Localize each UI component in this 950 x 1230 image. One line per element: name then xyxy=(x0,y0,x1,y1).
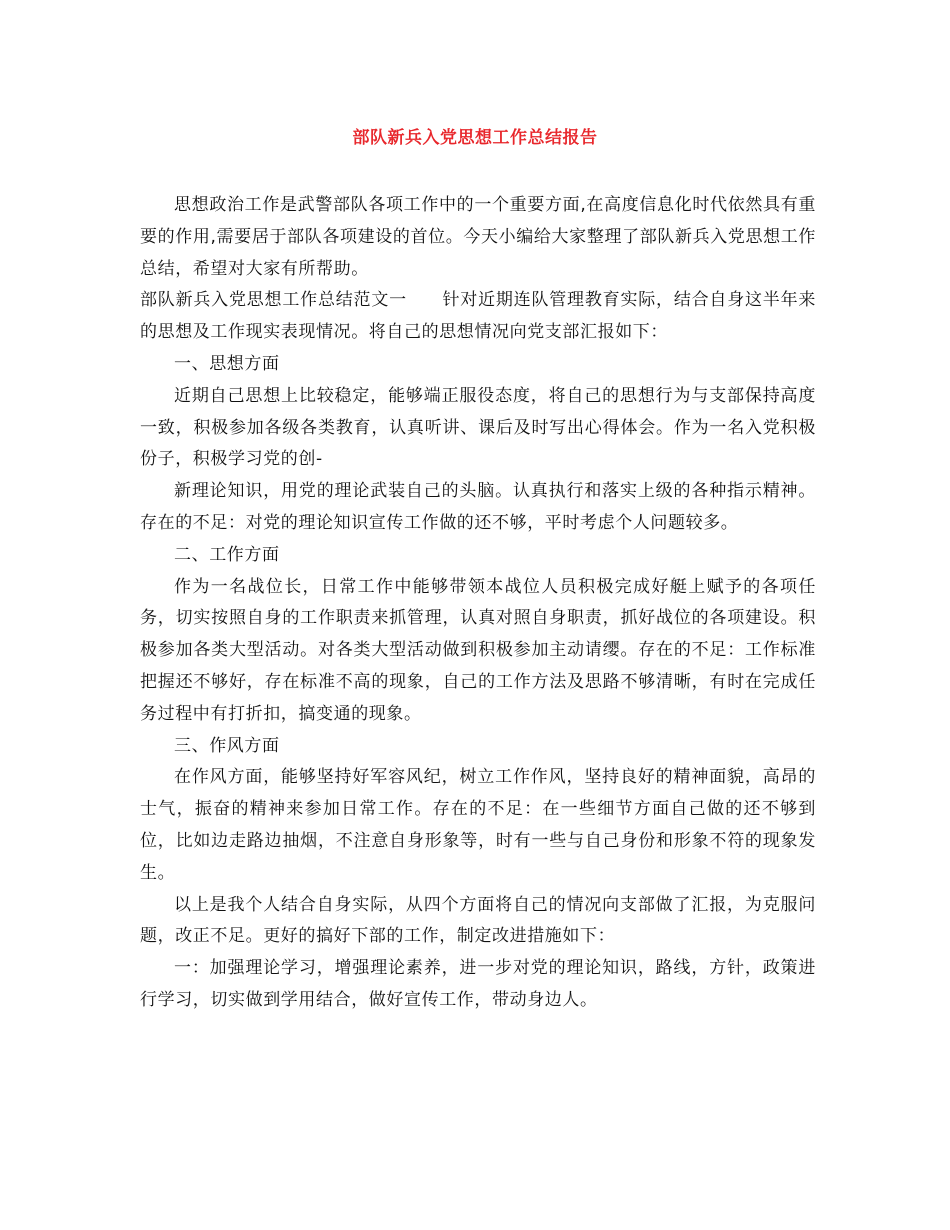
section-heading-thought: 一、思想方面 xyxy=(174,353,280,374)
document-body xyxy=(140,190,816,1017)
sample-intro-paragraph: 部队新兵入党思想工作总结范文一 针对近期连队管理教育实际，结合自身这半年来的思想及工作现实表现情况。将自己的思想情况向党支部汇报如下： xyxy=(140,290,816,343)
thought-paragraph: 近期自己思想上比较稳定，能够端正服役态度，将自己的思想行为与支部保持高度一致，积极参加各级各类教育，认真听讲、课后及时写出心得体会。作为一名入党积极份子，积极学习党的创- xyxy=(140,385,816,470)
thought-continued-paragraph: 新理论知识，用党的理论武装自己的头脑。认真执行和落实上级的各种指示精神。存在的不足：对党的理论知识宣传工作做的还不够，平时考虑个人问题较多。 xyxy=(140,481,816,533)
section-heading-work: 二、工作方面 xyxy=(174,544,280,565)
section-heading-style: 三、作风方面 xyxy=(174,735,280,756)
document-title: 部队新兵入党思想工作总结报告 xyxy=(352,128,598,148)
intro-paragraph: 思想政治工作是武警部队各项工作中的一个重要方面,在高度信息化时代依然具有重要的作用,需要居于部队各项建设的首位。今天小编给大家整理了部队新兵入党思想工作总结，希望对大家有所帮助。 xyxy=(140,195,816,279)
style-paragraph: 在作风方面，能够坚持好军容风纪，树立工作作风，坚持良好的精神面貌，高昂的士气，振奋的精神来参加日常工作。存在的不足：在一些细节方面自己做的还不够到位，比如边走路边抽烟，不注意自身形象等，时有一些与自己身份和形象不符的现象发生。 xyxy=(140,767,816,883)
work-paragraph: 作为一名战位长，日常工作中能够带领本战位人员积极完成好艇上赋予的各项任务，切实按照自身的工作职责来抓管理，认真对照自身职责，抓好战位的各项建设。积极参加各类大型活动。对各类大型活动做到积极参加主动请缨。存在的不足：工作标准把握还不够好，存在标准不高的现象，自己的工作方法及思路不够清晰，有时在完成任务过程中有打折扣，搞变通的现象。 xyxy=(140,576,816,724)
measure-one-paragraph: 一：加强理论学习，增强理论素养，进一步对党的理论知识，路线，方针，政策进行学习，切实做到学用结合，做好宣传工作，带动身边人。 xyxy=(140,958,816,1010)
summary-paragraph: 以上是我个人结合自身实际，从四个方面将自己的情况向支部做了汇报，为克服问题，改正不足。更好的搞好下部的工作，制定改进措施如下： xyxy=(140,894,816,947)
